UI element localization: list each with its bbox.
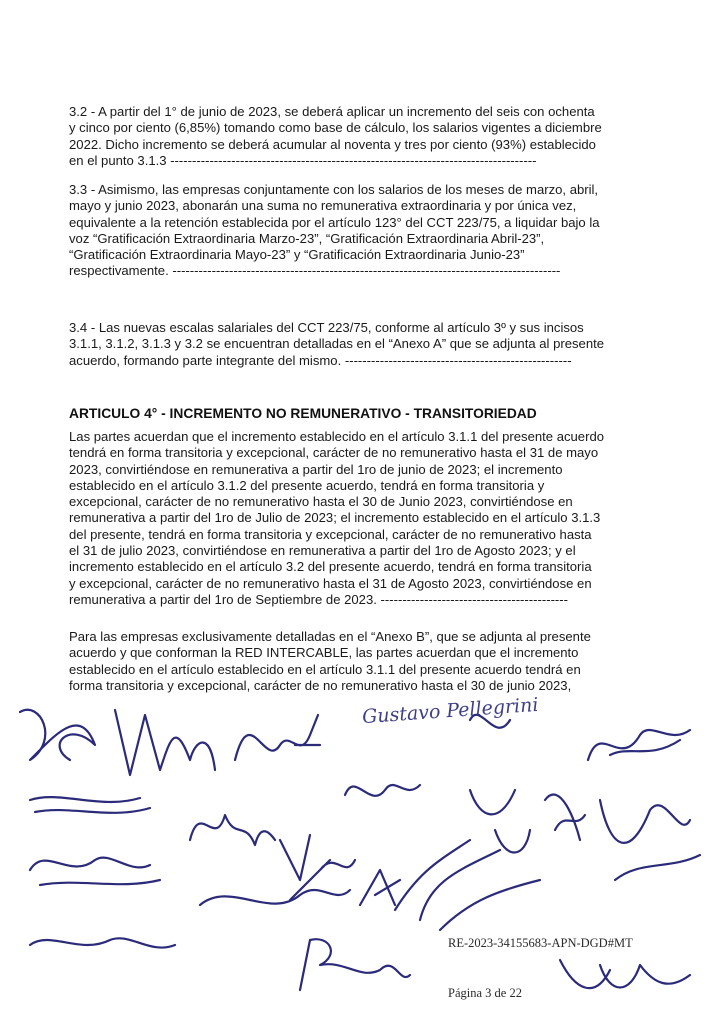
- signature-14: [420, 850, 540, 930]
- signature-13: [360, 840, 470, 910]
- signature-16: [30, 938, 175, 947]
- page-number: Página 3 de 22: [448, 986, 522, 1000]
- article-4-paragraph-1: Las partes acuerdan que el incremento establecido en el artículo 3.1.1 del presente acuerdo tendrá en forma transitoria y excepcional, carácter de no remunerativo hasta el 31 de mayo 2023, convirtiéndose en remunerativa a partir del 1ro de junio de 2023; el incremento establecido en el artículo 3.1.2 del presente acuerdo, tendrá en forma transitoria y excepcional, carácter de no remunerativo hasta el 30 de Junio 2023, convirtiéndose en remunerativa a partir del 1ro de Julio de 2023; el incremento establecido en el artículo 3.1.3 del presente, tendrá en forma transitoria y excepcional, carácter de no remunerativo hasta el 31 de julio 2023, convirtiéndose en remunerativa a partir del 1ro de Agosto 2023; y el incremento establecido en el artículo 3.2 del presente acuerdo, tendrá en forma transitoria y excepcional, carácter de no remunerativo hasta el 31 de Agosto 2023, convirtiéndose en remunerativa a partir del 1ro de Septiembre de 2023. -------------------------------------------: [69, 429, 605, 607]
- signature-name-text: Gustavo Pellegrini: [361, 693, 540, 729]
- paragraph-3-2: 3.2 - A partir del 1° de junio de 2023, se deberá aplicar un incremento del seis con ochenta y cinco por ciento (6,85%) tomando como base de cálculo, los salarios vigentes a diciembre 2022. Dicho incremento se deberá acumular al noventa y tres por ciento (93%) establecido en el punto 3.1.3 ------------------------------------------------------------------------------------: [69, 104, 602, 168]
- signature-7: [190, 815, 275, 845]
- signature-10: [600, 800, 700, 880]
- signature-19: [560, 960, 610, 988]
- paragraph-3-4: 3.4 - Las nuevas escalas salariales del CCT 223/75, conforme al artículo 3º y sus incisos 3.1.1, 3.1.2, 3.1.3 y 3.2 se encuentran detalladas en el “Anexo A” que se adjunta al presente acuerdo, formando parte integrante del mismo. ----------------------------------------------------: [69, 320, 605, 368]
- signature-8: [470, 790, 530, 853]
- signature-5: [345, 785, 420, 796]
- signature-11: [30, 858, 160, 885]
- article-4-paragraph-2: Para las empresas exclusivamente detalladas en el “Anexo B”, que se adjunta al presente acuerdo y que conforman la RED INTERCABLE, las partes acuerdan que el incremento establecido en el artículo establecido en el artículo 3.1.1 del presente acuerdo tendrá en forma transitoria y excepcional, carácter de no remunerativo hasta el 30 de junio 2023,: [69, 629, 591, 693]
- signature-1: [20, 710, 95, 760]
- article-4-heading: ARTICULO 4° - INCREMENTO NO REMUNERATIVO - TRANSITORIEDAD: [69, 406, 537, 421]
- signature-17: [300, 939, 410, 990]
- signature-15: [200, 890, 350, 905]
- signature-3: [235, 715, 320, 760]
- signature-6: [30, 797, 150, 813]
- signature-18: [600, 965, 690, 988]
- signature-12: [280, 835, 355, 900]
- signature-9: [545, 795, 585, 840]
- signature-2: [115, 710, 215, 775]
- paragraph-3-3: 3.3 - Asimismo, las empresas conjuntamente con los salarios de los meses de marzo, abril, mayo y junio 2023, abonarán una suma no remunerativa extraordinaria y por única vez, equivalente a la retención establecida por el artículo 123° del CCT 223/75, a liquidar bajo la voz “Gratificación Extraordinaria Marzo-23”, “Gratificación Extraordinaria Abril-23”, “Gratificación Extraordinaria Mayo-23” y “Gratificación Extraordinaria Junio-23” respectivamente. -----------------------------------------------------------------------------------------: [69, 182, 600, 279]
- document-reference: RE-2023-34155683-APN-DGD#MT: [448, 936, 633, 950]
- signature-4: [588, 730, 690, 760]
